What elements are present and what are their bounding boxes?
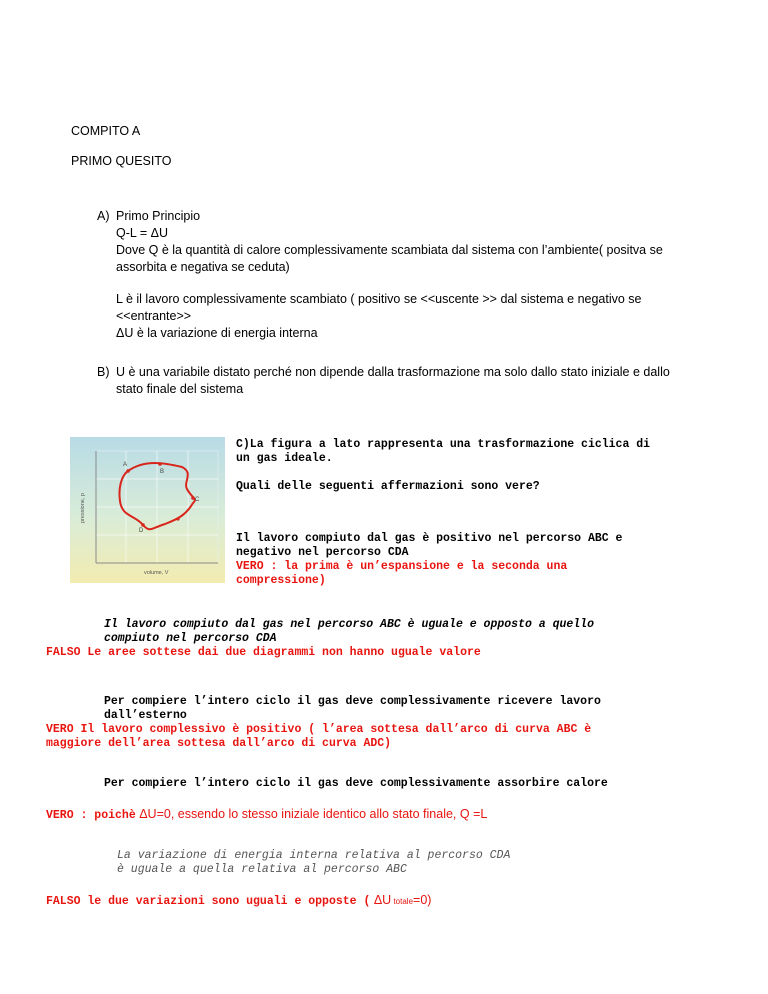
statement-1-answer-line1: VERO : la prima è un’espansione e la seconda una bbox=[236, 560, 568, 573]
statement-2-line1: Il lavoro compiuto dal gas nel percorso ABC è uguale e opposto a quello bbox=[104, 618, 594, 631]
section-a-formula: Q-L = ΔU bbox=[116, 226, 168, 240]
statement-3-line2: dall’esterno bbox=[104, 709, 187, 722]
statement-1-answer-line2: compressione) bbox=[236, 574, 326, 587]
statement-5-answer-end: =0) bbox=[413, 893, 432, 907]
point-label-c: C bbox=[195, 497, 200, 503]
section-b-marker: B) bbox=[97, 365, 110, 379]
statement-4-answer bbox=[46, 805, 487, 823]
statement-5-line1: La variazione di energia interna relativa al percorso CDA bbox=[117, 849, 511, 862]
section-a-q-line1: Dove Q è la quantità di calore complessivamente scambiata dal sistema con l’ambiente( positva se bbox=[116, 243, 663, 257]
section-b-line1: U è una variabile distato perché non dipende dalla trasformazione ma solo dallo stato iniziale e dallo bbox=[116, 365, 670, 379]
section-c-intro-line1: C)La figura a lato rappresenta una trasformazione ciclica di bbox=[236, 438, 651, 451]
point-label-d: D bbox=[139, 528, 144, 534]
heading-quesito: PRIMO QUESITO bbox=[71, 154, 172, 168]
section-b-line2: stato finale del sistema bbox=[116, 382, 244, 396]
point-label-a: A bbox=[123, 462, 128, 468]
statement-1-line1: Il lavoro compiuto dal gas è positivo nel percorso ABC e bbox=[236, 532, 623, 545]
section-c-question: Quali delle seguenti affermazioni sono vere? bbox=[236, 480, 540, 493]
statement-5-line2: è uguale a quella relativa al percorso ABC bbox=[117, 863, 407, 876]
statement-4-answer-text: ΔU=0, essendo lo stesso iniziale identico allo stato finale, Q =L bbox=[135, 807, 488, 821]
section-a-marker: A) bbox=[97, 209, 110, 223]
statement-5-answer-prefix: FALSO le due variazioni sono uguali e opposte ( bbox=[46, 895, 371, 908]
y-axis-label: pressione, p bbox=[80, 493, 86, 523]
pv-diagram bbox=[70, 437, 225, 583]
section-a-q-line2: assorbita e negativa se ceduta) bbox=[116, 260, 290, 274]
statement-2-line2: compiuto nel percorso CDA bbox=[104, 632, 277, 645]
statement-3-line1: Per compiere l’intero ciclo il gas deve complessivamente ricevere lavoro bbox=[104, 695, 601, 708]
section-a-l-line1: L è il lavoro complessivamente scambiato ( positivo se <<uscente >> dal sistema e negativo se bbox=[116, 292, 642, 306]
statement-1-line2: negativo nel percorso CDA bbox=[236, 546, 409, 559]
statement-3-answer-line2: maggiore dell’area sottesa dall’arco di curva ADC) bbox=[46, 737, 392, 750]
point-label-b: B bbox=[160, 469, 165, 475]
statement-2-answer: FALSO Le aree sottese dai due diagrammi non hanno uguale valore bbox=[46, 646, 481, 659]
statement-5-answer bbox=[46, 891, 431, 910]
heading-compito: COMPITO A bbox=[71, 124, 141, 138]
statement-4-answer-prefix: VERO : poichè bbox=[46, 809, 136, 822]
statement-4-line: Per compiere l’intero ciclo il gas deve complessivamente assorbire calore bbox=[104, 777, 608, 790]
statement-3-answer-line1: VERO Il lavoro complessivo è positivo ( l’area sottesa dall’arco di curva ABC è bbox=[46, 723, 592, 736]
statement-5-answer-subscript: totale bbox=[391, 897, 414, 906]
pv-diagram-figure bbox=[70, 437, 225, 583]
section-a-title: Primo Principio bbox=[116, 209, 201, 223]
statement-5-answer-delta: ΔU bbox=[370, 893, 392, 907]
section-a-l-line2: <<entrante>> bbox=[116, 309, 192, 323]
section-a-du-line: ΔU è la variazione di energia interna bbox=[116, 326, 318, 340]
x-axis-label: volume, V bbox=[144, 570, 169, 576]
section-c-intro-line2: un gas ideale. bbox=[236, 452, 333, 465]
